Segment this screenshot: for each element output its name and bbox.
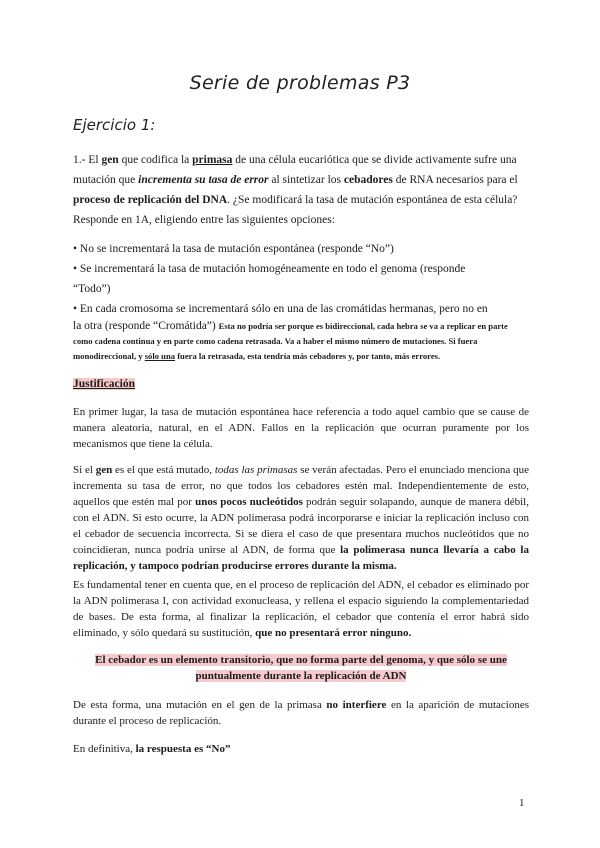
para-cebador: Es fundamental tener en cuenta que, en el proceso de replicación del ADN, el cebador es eliminado por la ADN polimerasa I, con actividad exonucleasa, y rellena el espacio siguiendo la complementariedad de bases. De esta forma, al finalizar la replicación, el cebador que contenía el error habrá sido eliminado, y sólo quedará su sustitución, que no presentará error ninguno. [73, 579, 529, 639]
option-no: • No se incrementará la tasa de mutación espontánea (responde “No”) [73, 243, 394, 255]
exercise-heading: Ejercicio 1: [73, 116, 156, 134]
justificacion-heading: Justificación [73, 378, 135, 390]
cebadores-term: cebadores [343, 174, 393, 186]
option-todo: • Se incrementará la tasa de mutación homogéneamente en todo el genoma (responde [73, 263, 466, 275]
proceso-term: proceso de replicación del DNA [73, 194, 228, 206]
incrementa-term: incrementa su tasa de error [138, 174, 269, 186]
conclusion-line: En definitiva, la respuesta es “No” [73, 743, 231, 755]
question-paragraph: 1.- El gen que codifica la primasa de una célula eucariótica que se divide activamente sufre una mutación que incrementa su tasa de error al sintetizar los cebadores de RNA necesarios para el proceso de replicación del DNA. ¿Se modificará la tasa de mutación espontánea de esta célula? Responde en 1A, eligiendo entre las siguientes opciones: [73, 154, 518, 226]
option-cromatida: • En cada cromosoma se incrementará sólo en una de las cromátidas hermanas, pero no en [73, 303, 488, 315]
para-gen: Si el gen es el que está mutado, todas las primasas se verán afectadas. Pero el enunciado menciona que incrementa su tasa de error, no que todos los cebadores estén mal. Independientemente de esto, aquellos que estén mal por unos pocos nucleótidos podrán seguir solapando, aunque de manera débil, con el ADN. Si esto ocurre, la ADN polimerasa podrá incorporarse e iniciar la replicación incluso con el cebador de secuencia incorrecta. Si se diera el caso de que presentara muchos nucleótidos que no coincidieran, nunca podría unirse al ADN, de forma que la polimerasa nunca llevaría a cabo la replicación, y tampoco podrían producirse errores durante la misma. [73, 464, 529, 572]
page-number: 1 [519, 797, 525, 809]
primasa-term: primasa [192, 154, 233, 166]
options-list [73, 239, 529, 319]
option-cromatida-cont: la otra (responde “Cromátida”) Esta no podría ser porque es bidireccional, cada hebra se va a replicar en parte como cadena continua y en parte como cadena retrasada. Va a haber el mismo número de mutaciones. Si fuera monodireccional, y sólo una fuera la retrasada, esta tendría más cebadores y, por tanto, más errores. [73, 320, 508, 361]
para-intro: En primer lugar, la tasa de mutación espontánea hace referencia a todo aquel cambio que se cause de manera aleatoria, natural, en el ADN. Fallos en la replicación que ocurran puramente por los mecanismos que tiene la célula. [73, 406, 529, 450]
gen-term: gen [101, 154, 119, 166]
page-title: Serie de problemas P3 [189, 72, 411, 94]
handwritten-note: Esta no podría ser porque es bidireccional, cada hebra se va a replicar en parte como cadena continua y en parte como cadena retrasada. Va a haber el mismo número de mutaciones. Si fuera monodireccional, y sólo una fuera la retrasada, esta tendría más cebadores y, por tanto, más errores. [73, 321, 508, 361]
option-todo-cont: “Todo”) [73, 283, 111, 295]
highlight-statement: El cebador es un elemento transitorio, que no forma parte del genoma, y que sólo se une puntualmente durante la replicación de ADN [95, 654, 507, 682]
para-conclusion-mid: De esta forma, una mutación en el gen de la primasa no interfiere en la aparición de mutaciones durante el proceso de replicación. [73, 699, 529, 727]
